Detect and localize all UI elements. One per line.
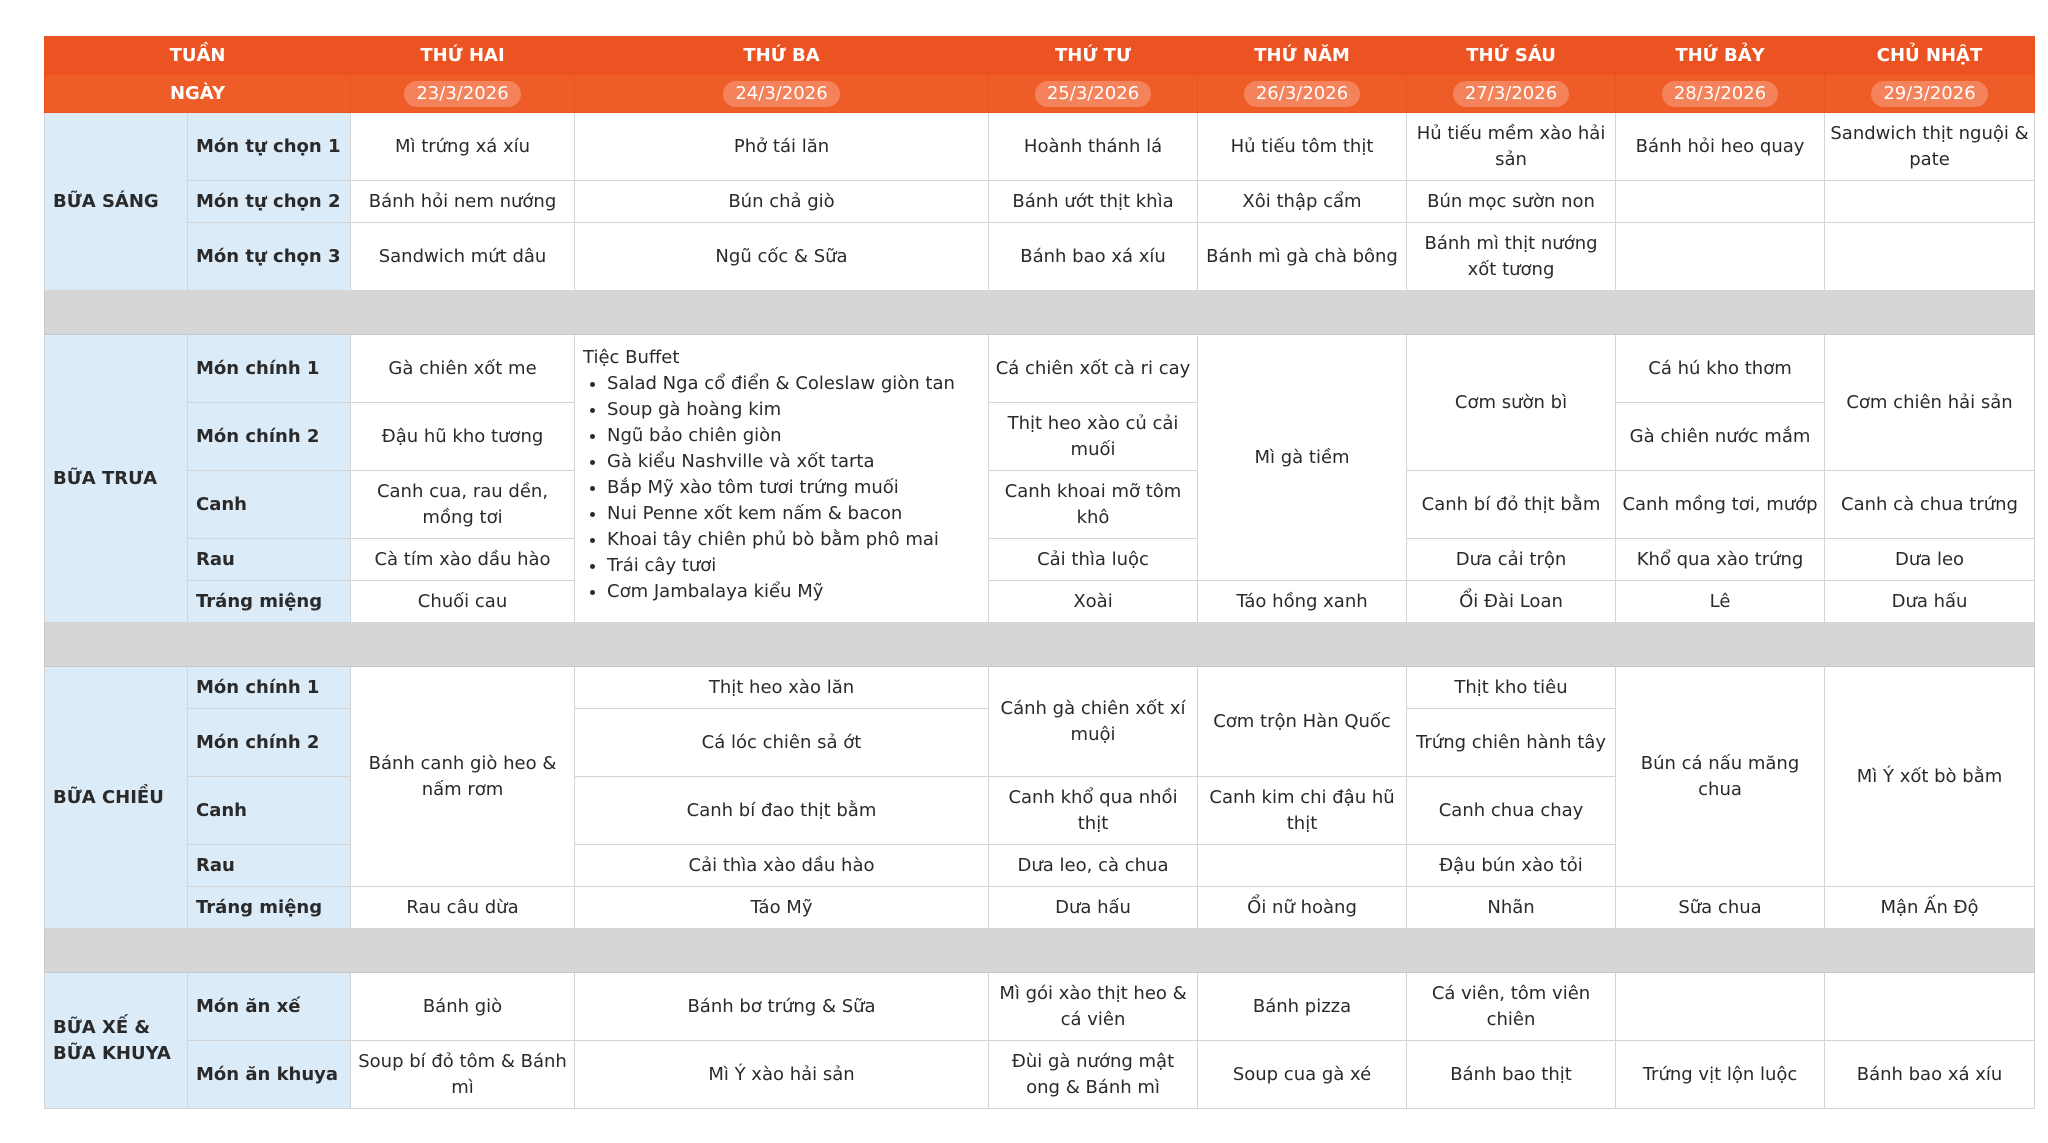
menu-cell: Canh kim chi đậu hũ thịt bbox=[1198, 777, 1407, 845]
row-label: Rau bbox=[188, 845, 351, 887]
menu-cell: Thịt kho tiêu bbox=[1407, 667, 1616, 709]
date-tue: 24/3/2026 bbox=[723, 81, 839, 107]
menu-cell: Hoành thánh lá bbox=[989, 113, 1198, 181]
separator-row bbox=[45, 929, 2035, 973]
dinner-row-1 bbox=[45, 667, 2035, 709]
menu-cell: Gà chiên xốt me bbox=[351, 335, 575, 403]
menu-cell: Cải thìa xào dầu hào bbox=[575, 845, 989, 887]
menu-cell: Cơm trộn Hàn Quốc bbox=[1198, 667, 1407, 777]
menu-cell: Sandwich thịt nguội & pate bbox=[1825, 113, 2035, 181]
buffet-cell bbox=[575, 335, 989, 623]
row-label: Rau bbox=[188, 539, 351, 581]
menu-cell: Trứng chiên hành tây bbox=[1407, 709, 1616, 777]
menu-cell: Mì Ý xốt bò bằm bbox=[1825, 667, 2035, 887]
menu-cell: Canh khổ qua nhồi thịt bbox=[989, 777, 1198, 845]
menu-cell: Khổ qua xào trứng bbox=[1616, 539, 1825, 581]
row-label: Món tự chọn 1 bbox=[188, 113, 351, 181]
menu-cell: Sandwich mứt dâu bbox=[351, 223, 575, 291]
breakfast-row-3 bbox=[45, 223, 2035, 291]
lunch-row-3 bbox=[45, 471, 2035, 539]
day-sat: THỨ BẢY bbox=[1616, 37, 1825, 75]
day-tue: THỨ BA bbox=[575, 37, 989, 75]
menu-cell: Soup bí đỏ tôm & Bánh mì bbox=[351, 1041, 575, 1109]
week-label: TUẦN bbox=[45, 37, 351, 75]
menu-cell: Ngũ cốc & Sữa bbox=[575, 223, 989, 291]
lunch-row-4 bbox=[45, 539, 2035, 581]
menu-cell: Xôi thập cẩm bbox=[1198, 181, 1407, 223]
menu-cell: Cá chiên xốt cà ri cay bbox=[989, 335, 1198, 403]
menu-cell: Bánh hỏi heo quay bbox=[1616, 113, 1825, 181]
menu-cell: Xoài bbox=[989, 581, 1198, 623]
row-label: Món chính 1 bbox=[188, 667, 351, 709]
menu-cell: Sữa chua bbox=[1616, 887, 1825, 929]
day-mon: THỨ HAI bbox=[351, 37, 575, 75]
lunch-row-5 bbox=[45, 581, 2035, 623]
menu-cell: Mì trứng xá xíu bbox=[351, 113, 575, 181]
menu-cell: Bánh mì thịt nướng xốt tương bbox=[1407, 223, 1616, 291]
menu-cell: Lê bbox=[1616, 581, 1825, 623]
menu-cell bbox=[1616, 181, 1825, 223]
row-label: Món chính 1 bbox=[188, 335, 351, 403]
menu-cell: Nhãn bbox=[1407, 887, 1616, 929]
menu-cell: Dưa leo, cà chua bbox=[989, 845, 1198, 887]
row-label: Tráng miệng bbox=[188, 887, 351, 929]
menu-cell bbox=[1198, 845, 1407, 887]
menu-cell: Hủ tiếu tôm thịt bbox=[1198, 113, 1407, 181]
date-thu: 26/3/2026 bbox=[1244, 81, 1360, 107]
menu-cell: Phở tái lăn bbox=[575, 113, 989, 181]
menu-cell bbox=[1825, 973, 2035, 1041]
meal-snack: BỮA XẾ & BỮA KHUYA bbox=[45, 973, 188, 1109]
menu-cell: Ổi nữ hoàng bbox=[1198, 887, 1407, 929]
menu-cell: Dưa leo bbox=[1825, 539, 2035, 581]
header-dates-row bbox=[45, 75, 2035, 113]
day-fri: THỨ SÁU bbox=[1407, 37, 1616, 75]
buffet-item: • Bắp Mỹ xào tôm tươi trứng muối bbox=[607, 475, 980, 501]
snack-row-2 bbox=[45, 1041, 2035, 1109]
row-label: Món chính 2 bbox=[188, 709, 351, 777]
menu-cell: Đậu bún xào tỏi bbox=[1407, 845, 1616, 887]
lunch-row-2 bbox=[45, 403, 2035, 471]
lunch-row-1 bbox=[45, 335, 2035, 403]
row-label: Món tự chọn 2 bbox=[188, 181, 351, 223]
buffet-item: • Cơm Jambalaya kiểu Mỹ bbox=[607, 579, 980, 605]
buffet-item: • Khoai tây chiên phủ bò bằm phô mai bbox=[607, 527, 980, 553]
menu-cell: Bánh canh giò heo & nấm rơm bbox=[351, 667, 575, 887]
menu-cell: Cá viên, tôm viên chiên bbox=[1407, 973, 1616, 1041]
row-label: Món ăn khuya bbox=[188, 1041, 351, 1109]
row-label: Tráng miệng bbox=[188, 581, 351, 623]
menu-table bbox=[44, 36, 2035, 1109]
menu-cell: Bánh hỏi nem nướng bbox=[351, 181, 575, 223]
menu-cell: Bánh bao xá xíu bbox=[1825, 1041, 2035, 1109]
day-thu: THỨ NĂM bbox=[1198, 37, 1407, 75]
menu-cell: Bún cá nấu măng chua bbox=[1616, 667, 1825, 887]
menu-cell: Mì Ý xào hải sản bbox=[575, 1041, 989, 1109]
menu-cell bbox=[1825, 181, 2035, 223]
menu-cell: Trứng vịt lộn luộc bbox=[1616, 1041, 1825, 1109]
menu-cell: Rau câu dừa bbox=[351, 887, 575, 929]
menu-cell bbox=[1616, 223, 1825, 291]
buffet-item: • Ngũ bảo chiên giòn bbox=[607, 423, 980, 449]
menu-cell: Bánh bao xá xíu bbox=[989, 223, 1198, 291]
snack-row-1 bbox=[45, 973, 2035, 1041]
menu-cell: Thịt heo xào củ cải muối bbox=[989, 403, 1198, 471]
date-sat: 28/3/2026 bbox=[1662, 81, 1778, 107]
menu-schedule bbox=[44, 36, 2034, 1109]
menu-cell: Táo Mỹ bbox=[575, 887, 989, 929]
menu-cell: Bún mọc sườn non bbox=[1407, 181, 1616, 223]
menu-cell: Canh bí đao thịt bằm bbox=[575, 777, 989, 845]
meal-dinner: BỮA CHIỀU bbox=[45, 667, 188, 929]
buffet-title: Tiệc Buffet bbox=[583, 347, 680, 368]
meal-lunch: BỮA TRƯA bbox=[45, 335, 188, 623]
menu-cell: Táo hồng xanh bbox=[1198, 581, 1407, 623]
menu-cell: Canh cua, rau dền, mồng tơi bbox=[351, 471, 575, 539]
menu-cell: Thịt heo xào lăn bbox=[575, 667, 989, 709]
day-sun: CHỦ NHẬT bbox=[1825, 37, 2035, 75]
menu-cell: Gà chiên nước mắm bbox=[1616, 403, 1825, 471]
menu-cell: Bánh pizza bbox=[1198, 973, 1407, 1041]
menu-cell: Đùi gà nướng mật ong & Bánh mì bbox=[989, 1041, 1198, 1109]
menu-cell: Dưa hấu bbox=[989, 887, 1198, 929]
date-fri: 27/3/2026 bbox=[1453, 81, 1569, 107]
date-wed: 25/3/2026 bbox=[1035, 81, 1151, 107]
menu-cell bbox=[1825, 223, 2035, 291]
row-label: Món chính 2 bbox=[188, 403, 351, 471]
menu-cell: Ổi Đài Loan bbox=[1407, 581, 1616, 623]
menu-cell bbox=[1616, 973, 1825, 1041]
menu-cell: Mì gà tiềm bbox=[1198, 335, 1407, 581]
day-wed: THỨ TƯ bbox=[989, 37, 1198, 75]
menu-cell: Dưa hấu bbox=[1825, 581, 2035, 623]
menu-cell: Canh cà chua trứng bbox=[1825, 471, 2035, 539]
menu-cell: Dưa cải trộn bbox=[1407, 539, 1616, 581]
buffet-item: • Nui Penne xốt kem nấm & bacon bbox=[607, 501, 980, 527]
menu-cell: Đậu hũ kho tương bbox=[351, 403, 575, 471]
breakfast-row-1 bbox=[45, 113, 2035, 181]
header-days-row bbox=[45, 37, 2035, 75]
row-label: Canh bbox=[188, 777, 351, 845]
menu-cell: Mận Ấn Độ bbox=[1825, 887, 2035, 929]
date-mon: 23/3/2026 bbox=[404, 81, 520, 107]
buffet-item: • Trái cây tươi bbox=[607, 553, 980, 579]
menu-cell: Cơm sườn bì bbox=[1407, 335, 1616, 471]
separator-row bbox=[45, 291, 2035, 335]
buffet-item: • Soup gà hoàng kim bbox=[607, 397, 980, 423]
breakfast-row-2 bbox=[45, 181, 2035, 223]
row-label: Món ăn xế bbox=[188, 973, 351, 1041]
menu-cell: Cá lóc chiên sả ớt bbox=[575, 709, 989, 777]
buffet-item: • Salad Nga cổ điển & Coleslaw giòn tan bbox=[607, 371, 980, 397]
menu-cell: Bánh bơ trứng & Sữa bbox=[575, 973, 989, 1041]
menu-cell: Bánh bao thịt bbox=[1407, 1041, 1616, 1109]
row-label: Món tự chọn 3 bbox=[188, 223, 351, 291]
row-label: Canh bbox=[188, 471, 351, 539]
menu-cell: Cà tím xào dầu hào bbox=[351, 539, 575, 581]
date-label: NGÀY bbox=[45, 75, 351, 113]
menu-cell: Bánh giò bbox=[351, 973, 575, 1041]
buffet-list bbox=[583, 371, 980, 605]
separator-row bbox=[45, 623, 2035, 667]
menu-cell: Bún chả giò bbox=[575, 181, 989, 223]
menu-cell: Canh chua chay bbox=[1407, 777, 1616, 845]
menu-cell: Chuối cau bbox=[351, 581, 575, 623]
menu-cell: Cá hú kho thơm bbox=[1616, 335, 1825, 403]
menu-cell: Canh bí đỏ thịt bằm bbox=[1407, 471, 1616, 539]
menu-cell: Cánh gà chiên xốt xí muội bbox=[989, 667, 1198, 777]
menu-cell: Hủ tiếu mềm xào hải sản bbox=[1407, 113, 1616, 181]
menu-cell: Cơm chiên hải sản bbox=[1825, 335, 2035, 471]
menu-cell: Bánh mì gà chà bông bbox=[1198, 223, 1407, 291]
meal-breakfast: BỮA SÁNG bbox=[45, 113, 188, 291]
menu-cell: Soup cua gà xé bbox=[1198, 1041, 1407, 1109]
menu-cell: Bánh ướt thịt khìa bbox=[989, 181, 1198, 223]
menu-cell: Cải thìa luộc bbox=[989, 539, 1198, 581]
buffet-item: • Gà kiểu Nashville và xốt tarta bbox=[607, 449, 980, 475]
menu-cell: Mì gói xào thịt heo & cá viên bbox=[989, 973, 1198, 1041]
menu-cell: Canh khoai mỡ tôm khô bbox=[989, 471, 1198, 539]
menu-cell: Canh mồng tơi, mướp bbox=[1616, 471, 1825, 539]
dinner-row-5 bbox=[45, 887, 2035, 929]
date-sun: 29/3/2026 bbox=[1871, 81, 1987, 107]
